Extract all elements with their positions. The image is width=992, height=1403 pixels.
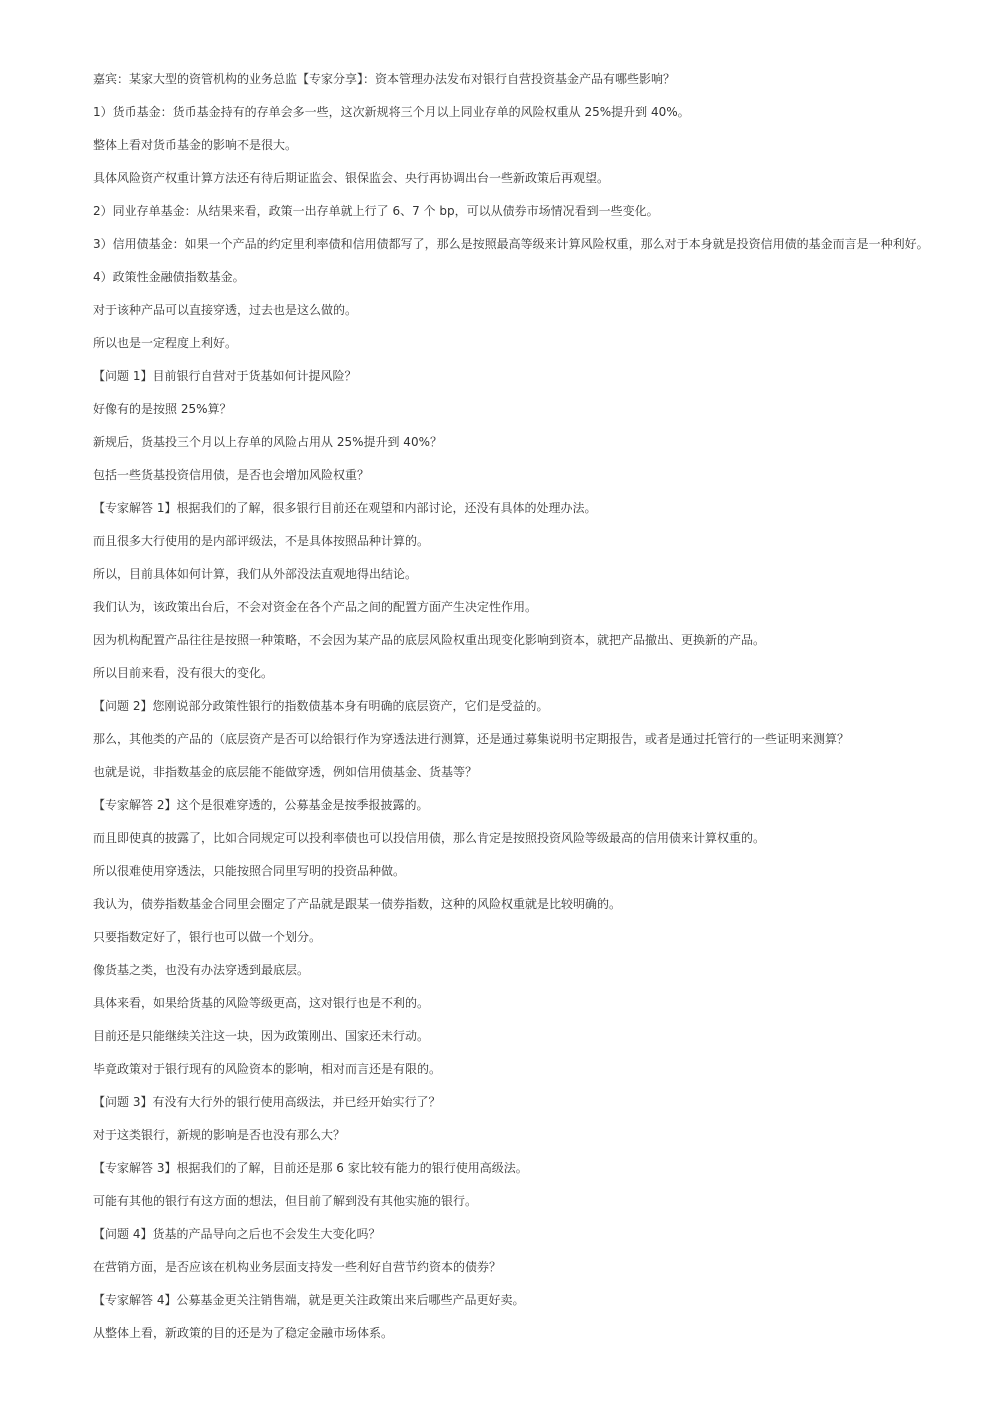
paragraph: 我们认为，该政策出台后，不会对资金在各个产品之间的配置方面产生决定性作用。 [93,600,538,614]
paragraph: 【问题 2】您刚说部分政策性银行的指数债基本身有明确的底层资产，它们是受益的。 [93,699,549,713]
paragraph: 3）信用债基金：如果一个产品的约定里利率债和信用债都写了，那么是按照最高等级来计算风险权重，那么对于本身就是投资信用债的基金而言是一种利好。 [93,237,929,251]
paragraph: 可能有其他的银行有这方面的想法，但目前了解到没有其他实施的银行。 [93,1194,478,1208]
paragraph: 因为机构配置产品往往是按照一种策略，不会因为某产品的底层风险权重出现变化影响到资本，就把产品撤出、更换新的产品。 [93,633,766,647]
paragraph: 也就是说，非指数基金的底层能不能做穿透，例如信用债基金、货基等？ [93,765,478,779]
paragraph: 所以很难使用穿透法，只能按照合同里写明的投资品种做。 [93,864,406,878]
paragraph: 好像有的是按照 25%算？ [93,402,232,416]
paragraph: 像货基之类，也没有办法穿透到最底层。 [93,963,310,977]
paragraph: 而且很多大行使用的是内部评级法，不是具体按照品种计算的。 [93,534,430,548]
paragraph: 【问题 4】货基的产品导向之后也不会发生大变化吗？ [93,1227,381,1241]
document-body [93,70,943,1357]
paragraph: 而且即使真的披露了，比如合同规定可以投利率债也可以投信用债，那么肯定是按照投资风险等级最高的信用债来计算权重的。 [93,831,766,845]
paragraph: 毕竟政策对于银行现有的风险资本的影响，相对而言还是有限的。 [93,1062,442,1076]
paragraph: 目前还是只能继续关注这一块，因为政策刚出、国家还未行动。 [93,1029,430,1043]
paragraph: 【问题 3】有没有大行外的银行使用高级法，并已经开始实行了？ [93,1095,441,1109]
paragraph: 我认为，债券指数基金合同里会圈定了产品就是跟某一债券指数，这种的风险权重就是比较明确的。 [93,897,622,911]
paragraph: 所以也是一定程度上利好。 [93,336,238,350]
paragraph: 所以目前来看，没有很大的变化。 [93,666,274,680]
paragraph: 4）政策性金融债指数基金。 [93,270,245,284]
paragraph: 具体来看，如果给货基的风险等级更高，这对银行也是不利的。 [93,996,430,1010]
paragraph: 对于这类银行，新规的影响是否也没有那么大？ [93,1128,346,1142]
paragraph: 【专家解答 1】根据我们的了解，很多银行目前还在观望和内部讨论，还没有具体的处理办法。 [93,501,597,515]
paragraph: 那么，其他类的产品的（底层资产是否可以给银行作为穿透法进行测算，还是通过募集说明书定期报告，或者是通过托管行的一些证明来测算？ [93,732,850,746]
paragraph: 对于该种产品可以直接穿透，过去也是这么做的。 [93,303,358,317]
paragraph: 在营销方面，是否应该在机构业务层面支持发一些利好自营节约资本的债券？ [93,1260,502,1274]
paragraph: 2）同业存单基金：从结果来看，政策一出存单就上行了 6、7 个 bp，可以从债券市场情况看到一些变化。 [93,204,659,218]
paragraph: 从整体上看，新政策的目的还是为了稳定金融市场体系。 [93,1326,394,1340]
paragraph: 1）货币基金：货币基金持有的存单会多一些，这次新规将三个月以上同业存单的风险权重从 25%提升到 40%。 [93,105,690,119]
paragraph: 【专家解答 3】根据我们的了解，目前还是那 6 家比较有能力的银行使用高级法。 [93,1161,528,1175]
paragraph: 具体风险资产权重计算方法还有待后期证监会、银保监会、央行再协调出台一些新政策后再观望。 [93,171,610,185]
paragraph: 包括一些货基投资信用债，是否也会增加风险权重？ [93,468,370,482]
paragraph: 【专家解答 4】公募基金更关注销售端，就是更关注政策出来后哪些产品更好卖。 [93,1293,525,1307]
paragraph: 【问题 1】目前银行自营对于货基如何计提风险？ [93,369,357,383]
paragraph: 【专家解答 2】这个是很难穿透的，公募基金是按季报披露的。 [93,798,429,812]
paragraph: 整体上看对货币基金的影响不是很大。 [93,138,298,152]
paragraph: 新规后，货基投三个月以上存单的风险占用从 25%提升到 40%？ [93,435,442,449]
paragraph: 所以，目前具体如何计算，我们从外部没法直观地得出结论。 [93,567,418,581]
paragraph: 嘉宾：某家大型的资管机构的业务总监【专家分享】：资本管理办法发布对银行自营投资基金产品有哪些影响？ [93,72,676,86]
paragraph: 只要指数定好了，银行也可以做一个划分。 [93,930,322,944]
